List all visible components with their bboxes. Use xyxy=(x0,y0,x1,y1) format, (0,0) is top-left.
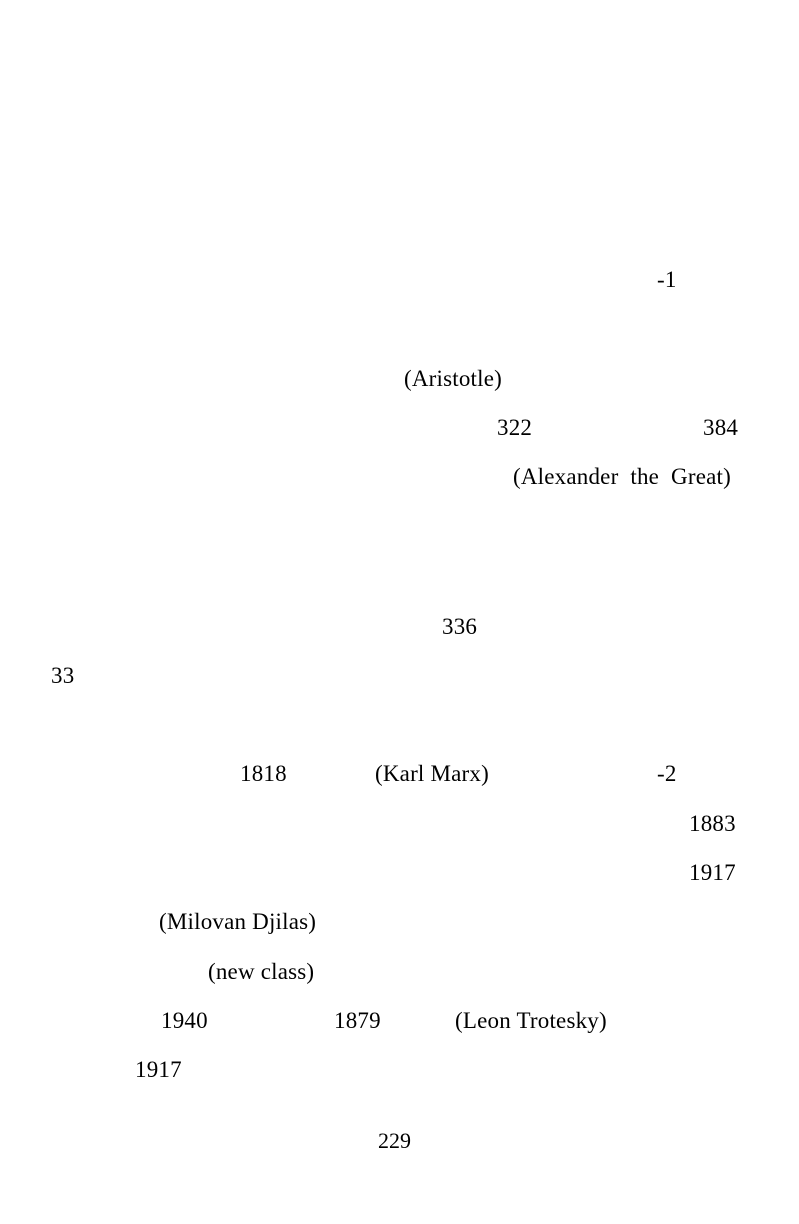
year-1818: 1818 xyxy=(240,761,287,786)
year-1940: 1940 xyxy=(161,1008,208,1033)
footnote-marker-2: -2 xyxy=(657,761,677,786)
year-322: 322 xyxy=(497,415,533,440)
year-384: 384 xyxy=(703,415,739,440)
term-alexander-the-great: (Alexander the Great) xyxy=(513,464,731,489)
term-karl-marx: (Karl Marx) xyxy=(375,761,489,786)
year-336: 336 xyxy=(442,614,478,639)
term-milovan-djilas: (Milovan Djilas) xyxy=(159,909,317,934)
year-1879: 1879 xyxy=(334,1008,381,1033)
year-1883: 1883 xyxy=(689,811,736,836)
footnote-marker-1: -1 xyxy=(657,267,677,292)
term-new-class: (new class) xyxy=(208,959,315,984)
year-1917-trotsky: 1917 xyxy=(135,1057,182,1082)
age-33: 33 xyxy=(51,663,75,688)
page-number: 229 xyxy=(378,1128,411,1153)
term-leon-trotesky: (Leon Trotesky) xyxy=(455,1008,607,1033)
term-aristotle: (Aristotle) xyxy=(404,366,503,391)
year-1917-revolution: 1917 xyxy=(689,860,736,885)
